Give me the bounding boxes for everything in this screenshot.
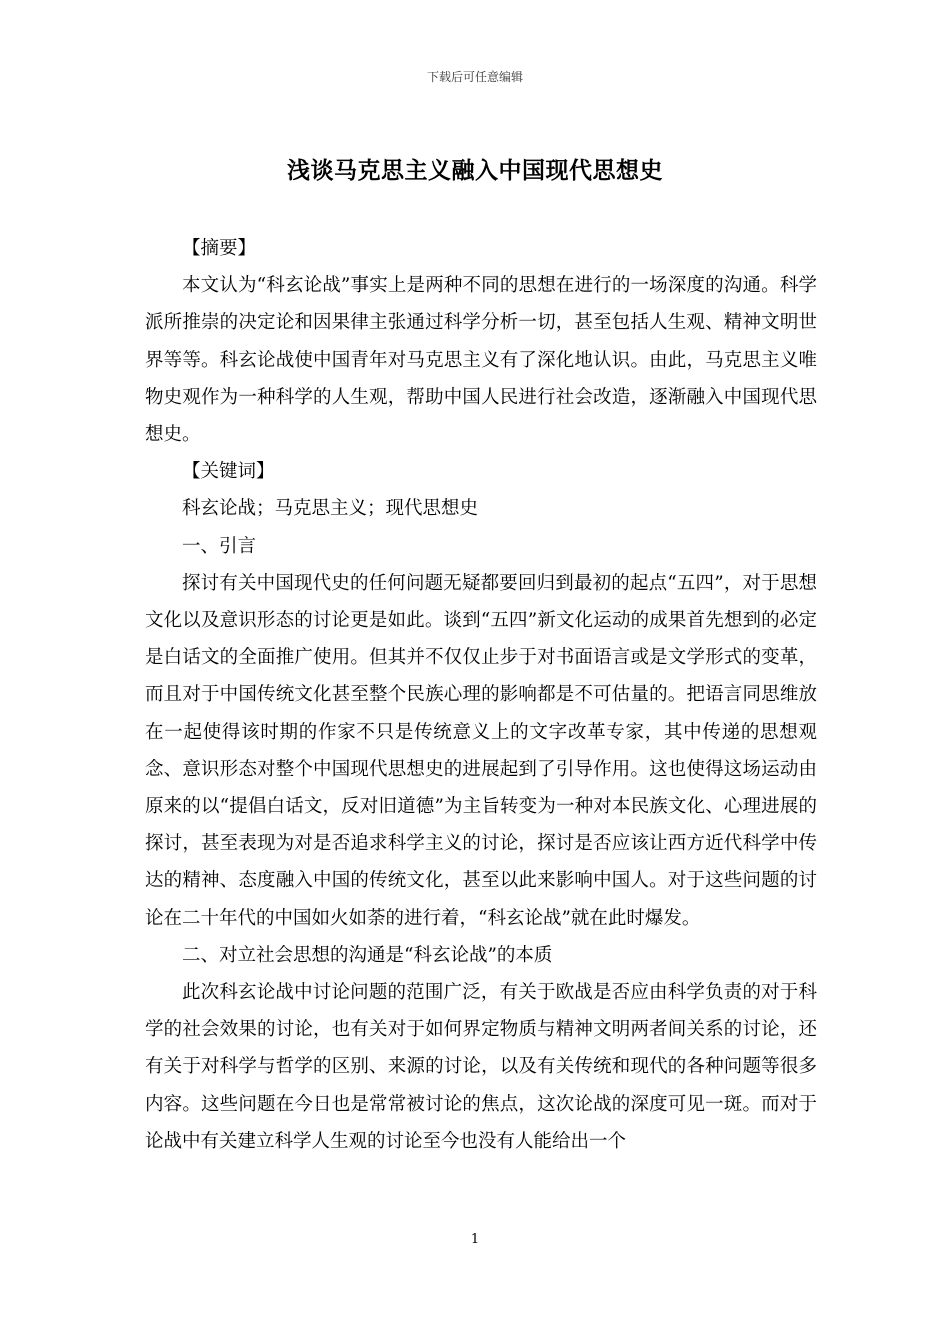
section-1-heading: 一、引言 xyxy=(182,535,257,557)
section-2-heading: 二、对立社会思想的沟通是“科玄论战”的本质 xyxy=(182,944,553,966)
page-number: 1 xyxy=(470,1232,480,1247)
document-body xyxy=(145,230,817,1160)
abstract-label: 【摘要】 xyxy=(182,238,257,259)
header-note: 下载后可任意编辑 xyxy=(426,70,523,84)
document-title: 浅谈马克思主义融入中国现代思想史 xyxy=(287,157,663,184)
section-1-paragraph: 探讨有关中国现代史的任何问题无疑都要回归到最初的起点“五四”，对于思想文化以及意识形态的讨论更是如此。谈到“五四”新文化运动的成果首先想到的必定是白话文的全面推广使用。但其并不仅仅止步于对书面语言或是文学形式的变革，而且对于中国传统文化甚至整个民族心理的影响都是不可估量的。把语言同思维放在一起使得该时期的作家不只是传统意义上的文字改革专家，其中传递的思想观念、意识形态对整个中国现代思想史的进展起到了引导作用。这也使得这场运动由原来的以“提倡白话文，反对旧道德”为主旨转变为一种对本民族文化、心理进展的探讨，甚至表现为对是否追求科学主义的讨论，探讨是否应该让西方近代科学中传达的精神、态度融入中国的传统文化，甚至以此来影响中国人。对于这些问题的讨论在二十年代的中国如火如荼的进行着，“科玄论战”就在此时爆发。 xyxy=(145,572,817,929)
keywords-text: 科玄论战；马克思主义；现代思想史 xyxy=(182,498,479,520)
section-2-paragraph: 此次科玄论战中讨论问题的范围广泛，有关于欧战是否应由科学负责的对于科学的社会效果的讨论，也有关对于如何界定物质与精神文明两者间关系的讨论，还有关于对科学与哲学的区别、来源的讨论，以及有关传统和现代的各种问题等很多内容。这些问题在今日也是常常被讨论的焦点，这次论战的深度可见一斑。而对于论战中有关建立科学人生观的讨论至今也没有人能给出一个 xyxy=(145,982,817,1152)
abstract-paragraph: 本文认为“科玄论战”事实上是两种不同的思想在进行的一场深度的沟通。科学派所推崇的决定论和因果律主张通过科学分析一切，甚至包括人生观、精神文明世界等等。科玄论战使中国青年对马克思主义有了深化地认识。由此，马克思主义唯物史观作为一种科学的人生观，帮助中国人民进行社会改造，逐渐融入中国现代思想史。 xyxy=(145,275,817,446)
keywords-label: 【关键词】 xyxy=(182,461,275,483)
